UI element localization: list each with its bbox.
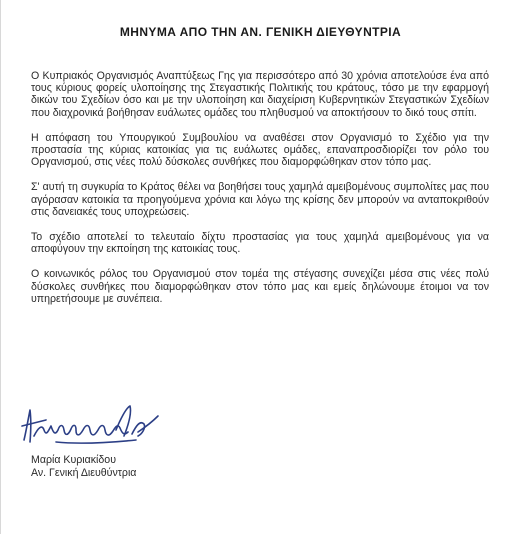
paragraph-1: Ο Κυπριακός Οργανισμός Αναπτύξεως Γης για περισσότερο από 30 χρόνια αποτελούσε ένα από τους κύριους φορείς υλοποίησης της Στεγαστικής Πολιτικής του κράτους, τόσο με την εφαρμογή δικών του Σχεδίων όσο και με την υλοποίηση και διαχείριση Κυβερνητικών Στεγαστικών Σχεδίων που διαχρονικά βοήθησαν ευάλωτες ομάδες του πληθυσμού να αποκτήσουν το δικό τους σπίτι. [31, 70, 489, 119]
handwritten-signature [16, 402, 166, 448]
paragraph-5: Ο κοινωνικός ρόλος του Οργανισμού στον τομέα της στέγασης συνεχίζει μέσα στις νέες πολύ δύσκολες συνθήκες που διαμορφώθηκαν στον τόπο μας και εμείς δηλώνουμε έτοιμοι να τον υπηρετήσουμε με συνέπεια. [31, 268, 489, 305]
letter-body [31, 70, 489, 318]
paragraph-4: Το σχέδιο αποτελεί το τελευταίο δίχτυ προστασίας για τους χαμηλά αμειβομένους για να αποφύγουν την εκποίηση της κατοικίας τους. [31, 231, 489, 256]
paragraph-3: Σ' αυτή τη συγκυρία το Κράτος θέλει να βοηθήσει τους χαμηλά αμειβομένους συμπολίτες μας που αγόρασαν κατοικία τα προηγούμενα χρόνια και λόγω της κρίσης δεν μπορούν να ανταποκριθούν στις δανειακές τους υποχρεώσεις. [31, 181, 489, 218]
signer-block [31, 454, 136, 480]
signer-title: Αν. Γενική Διευθύντρια [31, 467, 137, 479]
signer-name: Μαρία Κυριακίδου [31, 454, 116, 466]
paragraph-2: Η απόφαση του Υπουργικού Συμβουλίου να αναθέσει στον Οργανισμό το Σχέδιο για την προστασία της κύριας κατοικίας για τις ευάλωτες ομάδες, επαναπροσδιορίζει τον ρόλο του Οργανισμού, στις νέες πολύ δύσκολες συνθήκες που διαμορφώθηκαν στον τόπο μας. [31, 131, 489, 169]
letter-title: ΜΗΝΥΜΑ ΑΠΟ ΤΗΝ ΑΝ. ΓΕΝΙΚΗ ΔΙΕΥΘΥΝΤΡΙΑ [119, 25, 402, 39]
